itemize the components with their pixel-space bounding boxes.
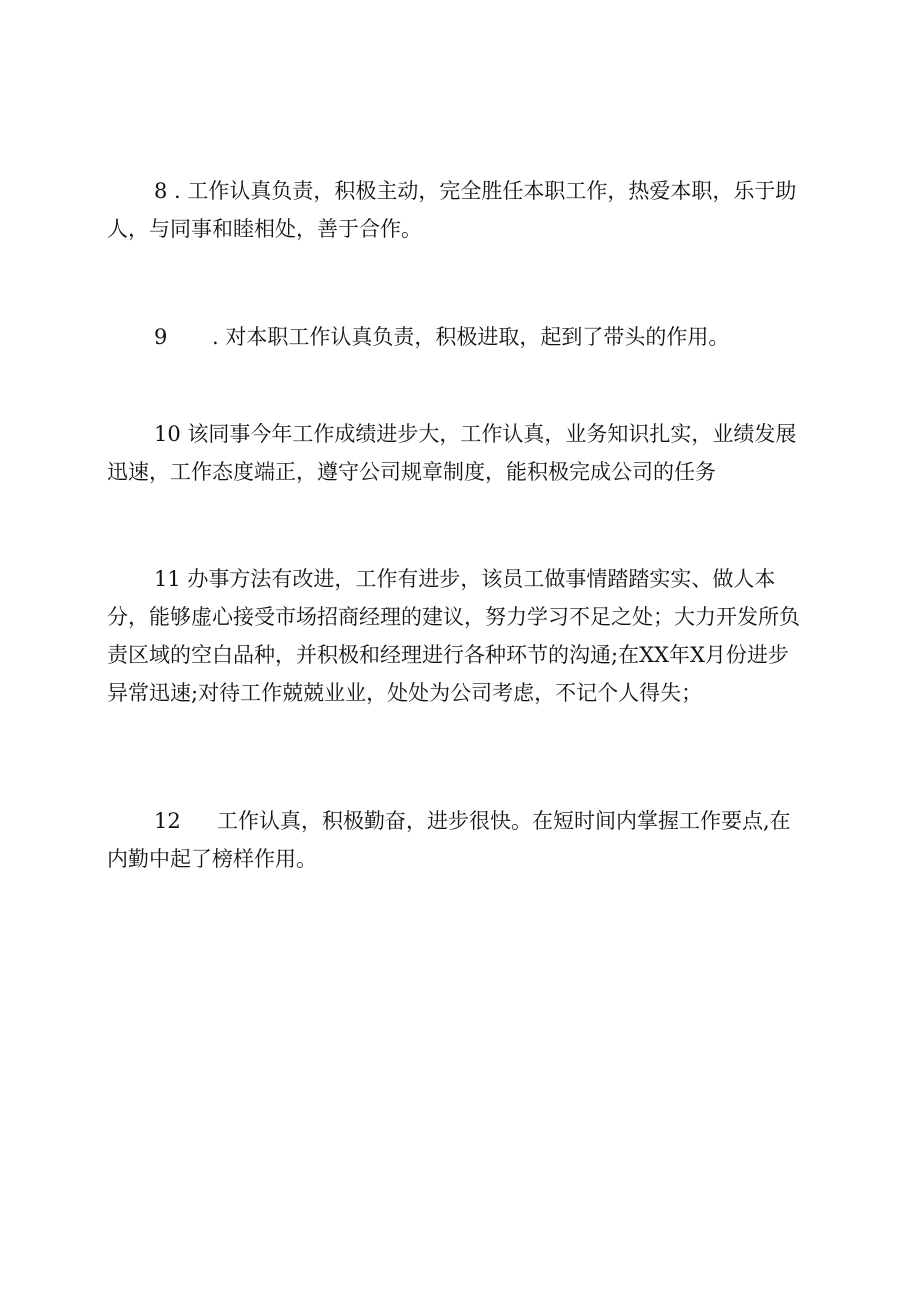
paragraph-line: 11 办事方法有改进，工作有进步，该员工做事情踏踏实实、做人本 — [154, 567, 776, 591]
paragraph-line: 人，与同事和睦相处，善于合作。 — [107, 217, 422, 241]
item-number: 12 — [154, 809, 181, 833]
item-number: 9 — [154, 325, 168, 349]
paragraph-line: 10 该同事今年工作成绩进步大，工作认真，业务知识扎实，业绩发展 — [154, 422, 797, 446]
paragraph-item-10 — [107, 415, 827, 491]
paragraph-line: 迅速，工作态度端正，遵守公司规章制度，能积极完成公司的任务 — [107, 460, 716, 484]
paragraph-item-8 — [107, 172, 827, 248]
paragraph-line: 分，能够虚心接受市场招商经理的建议，努力学习不足之处；大力开发所负 — [107, 605, 800, 629]
paragraph-line: 异常迅速;对待工作兢兢业业，处处为公司考虑，不记个人得失； — [107, 681, 703, 705]
paragraph-line: 内勤中起了榜样作用。 — [107, 847, 317, 871]
item-text: . 对本职工作认真负责，积极进取，起到了带头的作用。 — [212, 325, 730, 349]
paragraph-item-9 — [107, 318, 827, 356]
paragraph-line: 8 . 工作认真负责，积极主动，完全胜任本职工作，热爱本职，乐于助 — [154, 179, 797, 203]
paragraph-line: 责区域的空白品种，并积极和经理进行各种环节的沟通;在XX年X月份进步 — [107, 643, 789, 667]
paragraph-item-12 — [107, 802, 827, 878]
item-text: 工作认真，积极勤奋，进步很快。在短时间内掌握工作要点,在 — [217, 809, 791, 833]
paragraph-line — [107, 802, 827, 840]
paragraph-line — [107, 318, 827, 356]
paragraph-item-11 — [107, 560, 827, 712]
